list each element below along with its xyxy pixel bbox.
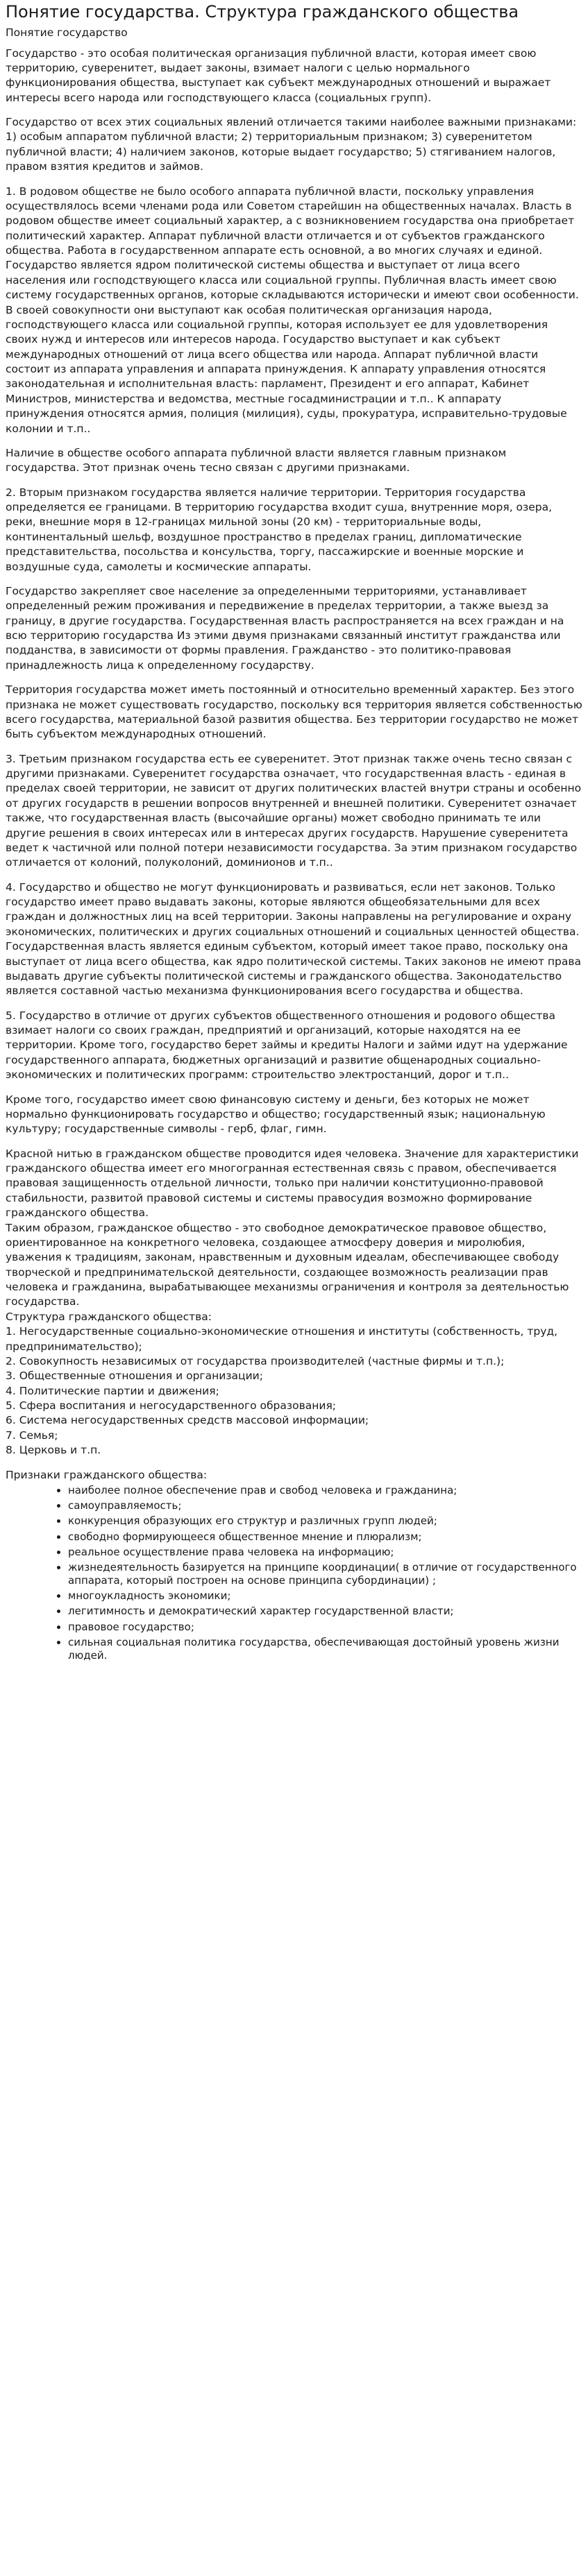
structure-item: 3. Общественные отношения и организации; — [6, 1370, 263, 1383]
list-item: • правовое государство; — [68, 1621, 582, 1634]
structure-item: 5. Сфера воспитания и негосударственного образования; — [6, 1399, 336, 1413]
list-item: • многоукладность экономики; — [68, 1589, 582, 1603]
paragraph: Кроме того, государство имеет свою финансовую систему и деньги, без которых не может нормально функционировать государство и общество; государственный язык; национальную культуру; государственные символы - герб, флаг, гимн. — [6, 1093, 546, 1136]
list-item: • жизнедеятельность базируется на принципе координации( в отличие от государственного аппарата, который построен на основе принципа субординации) ; — [68, 1561, 582, 1587]
list-item: • легитимность и демократический характер государственной власти; — [68, 1605, 582, 1618]
signs-list — [6, 1484, 582, 1662]
signs-heading: Признаки гражданского общества: — [6, 1468, 208, 1481]
paragraph: Территория государства может иметь постоянный и относительно временный характер. Без этого признака не может существовать государство, поскольку вся территория является собственностью всего государства, материальной базой развития общества. Без территории государство не может быть субъектом международных отношений. — [6, 683, 582, 741]
paragraph: Государство закрепляет свое население за определенными территориями, устанавливает определенный режим проживания и передвижение в пределах территории, а также выезд за границу, в другие государства. Государственная власть распространяется на всех граждан и на всю территорию государства Из этими двумя признаками связанный институт гражданства или подданства, в зависимости от формы правления. Гражданство - это политико-правовая принадлежность лица к определенному государству. — [6, 584, 564, 672]
paragraph: 3. Третьим признаком государства есть ее суверенитет. Этот признак также очень тесно связан с другими признаками. Суверенитет государства означает, что государственная власть - единая в пределах своей территории, не зависит от других политических властей внутри страны и особенно от других государств в решении вопросов внутренней и внешней политики. Суверенитет означает также, что государственная власть (высочайшие органы) может свободно принимать те или другие решения в своих интересах или в интересах других государств. Нарушение суверенитета ведет к частичной или полной потери независимости государства. За этим признаком государство отличается от колоний, полуколоний, доминионов и т.п.. — [6, 752, 582, 869]
structure-item: 4. Политические партии и движения; — [6, 1384, 219, 1397]
paragraph: Государство от всех этих социальных явлений отличается такими наиболее важными признаками: 1) особым аппаратом публичной власти; 2) территориальным признаком; 3) суверенитетом публичной власти; 4) наличием законов, которые выдает государство; 5) стягиванием налогов, правом взятия кредитов и займов. — [6, 116, 577, 173]
structure-heading: Структура гражданского общества: — [6, 1310, 212, 1323]
paragraph: 4. Государство и общество не могут функционировать и развиваться, если нет законов. Только государство имеет право выдавать законы, которые являются общеобязательными для всех граждан и должностных лиц на всей территории. Законы направлены на регулирование и охрану экономических, политических и других социальных отношений и социальных ценностей общества. Государственная власть является единым субъектом, который имеет такое право, поскольку она выступает от лица всего общества, как ядро политической системы. Таких законов не имеют права выдавать другие субъекты политической системы и гражданского общества. Законодательство является составной частью механизма функционирования всего государства и общества. — [6, 880, 582, 998]
paragraph: 2. Вторым признаком государства является наличие территории. Территория государства определяется ее границами. В территорию государства входит суша, внутренние моря, озера, реки, внешние моря в 12-границах мильной зоны (20 км) - территориальные воды, континентальный шельф, воздушное пространство в пределах границ, дипломатические представительства, посольства и консульства, торгу, пассажирские и военные морские и воздушные суда, самолеты и космические аппараты. — [6, 486, 553, 573]
structure-item: 2. Совокупность независимых от государства производителей (частные фирмы и т.п.); — [6, 1354, 505, 1367]
structure-item: 6. Система негосударственных средств массовой информации; — [6, 1414, 369, 1427]
list-item: • реальное осуществление права человека на информацию; — [68, 1546, 582, 1559]
paragraph: Наличие в обществе особого аппарата публичной власти является главным признаком государства. Этот признак очень тесно связан с другими признаками. — [6, 446, 507, 475]
page-title: Понятие государства. Структура гражданского общества — [6, 2, 519, 22]
structure-item: 1. Негосударственные социально-экономические отношения и институты (собственность, труд, предпринимательство); — [6, 1325, 558, 1353]
text-line: Красной нитью в гражданском обществе проводится идея человека. Значение для характеристики гражданского общества имеет его многогранная естественная связь с правом, обеспечивается правовая защищенность отдельной личности, только при наличии конституционно-правовой стабильности, развитой правовой системы и системы правосудия возможно формирование гражданского общества. — [6, 1147, 579, 1220]
list-item: • конкуренция образующих его структур и различных групп людей; — [68, 1515, 582, 1528]
paragraph: 1. В родовом обществе не было особого аппарата публичной власти, поскольку управления осуществлялось всеми членами рода или Советом старейшин на общественных началах. Власть в родовом обществе имеет социальный характер, а с возникновением государства она приобретает политический характер. Аппарат публичной власти отличается и от субъектов гражданского общества. Работа в государственном аппарате есть основной, а во многих случаях и единой. Государство является ядром политической системы общества и выступает от лица всего населения или господствующего класса или социальной группы. Публичная власть имеет свою систему государственных органов, которые складываются исторически и имеют свои особенности. В своей совокупности они выступают как особая политическая организация народа, господствующего класса или социальной группы, которая использует ее для удовлетворения своих нужд и интересов или интересов народа. Государство выступает и как субъект международных отношений от лица всего общества или народа. Аппарат публичной власти состоит из аппарата управления и аппарата принуждения. К аппарату управления относятся законодательная и исполнительная власть: парламент, Президент и его аппарат, Кабинет Министров, министерства и ведомства, местные госадминистрации и т.п.. К аппарату принуждения относятся армия, полиция (милиция), суды, прокуратура, исправительно-трудовые колонии и т.п.. — [6, 185, 579, 435]
civil-society-block — [6, 1147, 582, 1458]
paragraph: 5. Государство в отличие от других субъектов общественного отношения и родового общества взимает налоги со своих граждан, предприятий и организаций, которые находятся на ее территории. Кроме того, государство берет займы и кредиты Налоги и займи идут на удержание государственного аппарата, бюджетных организаций и развитие общенародных социально-экономических и политических программ: строительство электростанций, дорог и т.п.. — [6, 1009, 568, 1082]
section-subtitle: Понятие государство — [6, 26, 128, 40]
list-item: • свободно формирующееся общественное мнение и плюрализм; — [68, 1530, 582, 1544]
paragraph: Государство - это особая политическая организация публичной власти, которая имеет свою территорию, суверенитет, выдает законы, взимает налоги с целью нормального функционирования общества, выступает как субъект международных отношений и выражает интересы всего народа или господствующего класса (социальных групп). — [6, 46, 551, 104]
structure-item: 7. Семья; — [6, 1428, 58, 1442]
list-item: • наиболее полное обеспечение прав и свобод человека и гражданина; — [68, 1484, 582, 1497]
list-item: • самоуправляемость; — [68, 1499, 582, 1512]
structure-item: 8. Церковь и т.п. — [6, 1444, 101, 1457]
text-line: Таким образом, гражданское общество - это свободное демократическое правовое общество, ориентированное на конкретного человека, создающее атмосферу доверия и миролюбия, уважения к традициям, законам, нравственным и духовным идеалам, обеспечивающее свободу творческой и предпринимательской деятельности, создающее возможность реализации прав человека и гражданина, вырабатывающее механизмы ограничения и контроля за деятельностью государства. — [6, 1221, 569, 1308]
list-item: • сильная социальная политика государства, обеспечивающая достойный уровень жизни людей. — [68, 1636, 582, 1662]
